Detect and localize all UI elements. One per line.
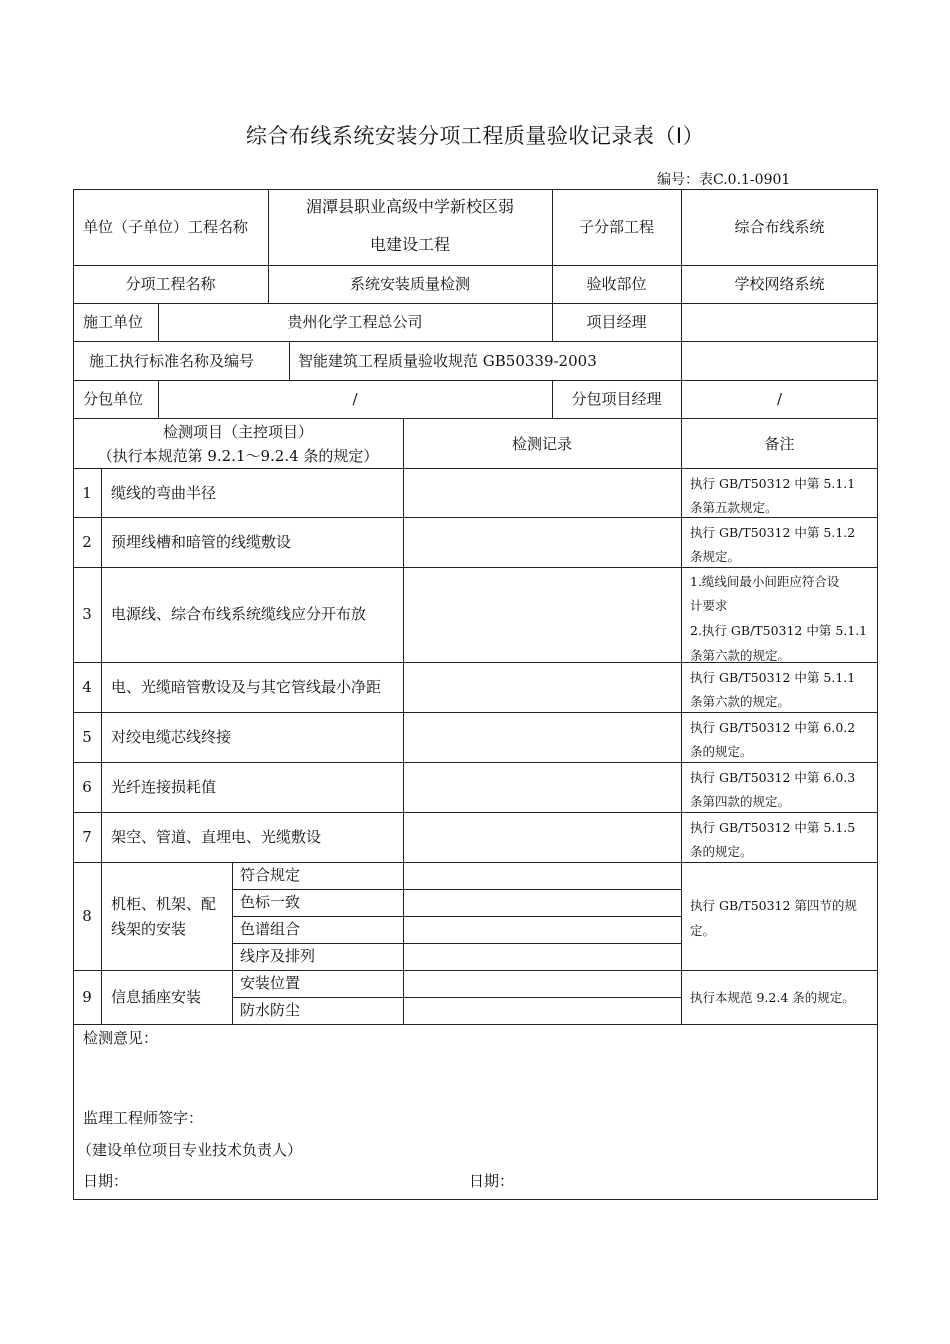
grid-line — [403, 862, 404, 1024]
grid-line — [232, 862, 233, 1024]
row-remark-line: 条第六款的规定。 — [690, 648, 791, 661]
contractor-label: 施工单位 — [83, 313, 144, 331]
grid-line — [232, 889, 681, 890]
row-remark-line: 执行 GB/T50312 中第 5.1.1 — [690, 476, 856, 491]
row-item: 架空、管道、直埋电、光缆敷设 — [111, 828, 322, 846]
sub-project-manager-value: / — [776, 390, 783, 408]
sub-item: 色标一致 — [240, 893, 301, 911]
row-remark-line: 执行 GB/T50312 中第 5.1.2 — [690, 525, 856, 540]
standard-label: 施工执行标准名称及编号 — [89, 352, 255, 370]
grid-line — [73, 862, 878, 863]
sub-item: 符合规定 — [240, 866, 301, 884]
row-item: 电源线、综合布线系统缆线应分开布放 — [111, 605, 367, 623]
column-remark-header: 备注 — [764, 435, 795, 453]
sub-item: 色谱组合 — [240, 920, 301, 938]
row-item: 预埋线槽和暗管的线缆敷设 — [111, 533, 292, 551]
grid-line — [73, 380, 878, 381]
date-label-right: 日期： — [469, 1172, 515, 1190]
grid-line — [73, 662, 878, 663]
unit-name-value-line2: 电建设工程 — [369, 235, 450, 254]
row-remark-line: 执行 GB/T50312 中第 5.1.5 — [690, 820, 856, 835]
grid-line — [73, 468, 878, 469]
column-record-header: 检测记录 — [511, 435, 572, 453]
owner-technical-lead-label: （建设单位项目专业技术负责人） — [77, 1141, 303, 1159]
grid-line — [289, 341, 290, 380]
unit-name-value-line1: 湄潭县职业高级中学新校区弱 — [305, 197, 514, 216]
subitem-label: 分项工程名称 — [125, 275, 216, 293]
row-number: 2 — [82, 533, 92, 551]
row-item: 光纤连接损耗值 — [111, 778, 217, 796]
row-item-line2: 线架的安装 — [111, 920, 187, 938]
contractor-value: 贵州化学工程总公司 — [287, 313, 423, 331]
sub-project-manager-label: 分包项目经理 — [571, 390, 662, 408]
row-remark-line: 条规定。 — [690, 549, 741, 564]
sub-item: 防水防尘 — [240, 1001, 301, 1019]
grid-line — [73, 418, 878, 419]
sub-item: 安装位置 — [240, 974, 301, 992]
row-number: 9 — [82, 988, 92, 1006]
row-remark-line: 条的规定。 — [690, 744, 753, 759]
page-title: 综合布线系统安装分项工程质量验收记录表（Ⅰ） — [245, 124, 705, 148]
row-remark-line: 执行 GB/T50312 第四节的规 — [690, 898, 857, 913]
subcontractor-value: / — [352, 390, 358, 408]
grid-line — [232, 943, 681, 944]
row-item: 对绞电缆芯线终接 — [111, 728, 232, 746]
row-remark-line: 2.执行 GB/T50312 中第 5.1.1 — [690, 623, 868, 638]
grid-line — [232, 997, 681, 998]
grid-line — [232, 916, 681, 917]
row-remark-line: 条的规定。 — [690, 844, 753, 859]
row-item-line1: 机柜、机架、配 — [111, 895, 217, 913]
row-remark-line: 执行本规范 9.2.4 条的规定。 — [690, 990, 855, 1005]
grid-line — [73, 1024, 878, 1025]
form-code: 编号：表C.0.1-0901 — [657, 172, 791, 188]
acceptance-part-value: 学校网络系统 — [734, 275, 825, 293]
row-remark-line: 条第五款规定。 — [690, 500, 778, 515]
acceptance-part-label: 验收部位 — [586, 275, 647, 293]
row-remark-line: 执行 GB/T50312 中第 5.1.1 — [690, 670, 856, 685]
column-item-header-line1: 检测项目（主控项目） — [162, 423, 313, 441]
row-number: 8 — [82, 907, 92, 925]
grid-line — [73, 341, 878, 342]
grid-line — [73, 970, 878, 971]
row-remark-line: 条第六款的规定。 — [690, 694, 791, 709]
grid-line — [681, 189, 682, 1024]
row-remark-line: 定。 — [690, 923, 716, 938]
row-number: 4 — [82, 678, 92, 696]
row-number: 6 — [82, 778, 92, 796]
row-number: 3 — [82, 605, 92, 623]
grid-line — [101, 468, 102, 1024]
grid-line — [73, 303, 878, 304]
subdivision-label: 子分部工程 — [578, 218, 654, 236]
sub-item: 线序及排列 — [240, 947, 316, 965]
standard-value: 智能建筑工程质量验收规范 GB50339-2003 — [298, 352, 597, 370]
subitem-value: 系统安装质量检测 — [349, 275, 470, 293]
row-remark-line: 1.缆线间最小间距应符合设 — [690, 574, 840, 589]
row-remark-line: 条第四款的规定。 — [690, 794, 791, 809]
row-item: 信息插座安装 — [111, 988, 202, 1006]
subdivision-value: 综合布线系统 — [734, 218, 825, 236]
row-remark-line: 计要求 — [690, 598, 728, 613]
column-item-header-line2: （执行本规范第 9.2.1～9.2.4 条的规定） — [97, 447, 379, 465]
subcontractor-label: 分包单位 — [83, 390, 144, 408]
project-manager-label: 项目经理 — [586, 313, 647, 331]
grid-line — [73, 567, 878, 568]
inspection-opinion-label: 检测意见： — [83, 1029, 159, 1047]
row-number: 5 — [82, 728, 92, 746]
date-label-left: 日期： — [83, 1172, 129, 1190]
row-item: 缆线的弯曲半径 — [111, 484, 217, 502]
row-remark-line: 执行 GB/T50312 中第 6.0.3 — [690, 770, 856, 785]
grid-line — [73, 265, 878, 266]
row-number: 1 — [82, 484, 92, 502]
supervisor-signature-label: 监理工程师签字： — [83, 1109, 204, 1127]
row-item: 电、光缆暗管敷设及与其它管线最小净距 — [111, 678, 382, 696]
row-remark-line: 执行 GB/T50312 中第 6.0.2 — [690, 720, 856, 735]
row-number: 7 — [82, 828, 92, 846]
grid-line — [403, 468, 404, 862]
unit-name-label: 单位（子单位）工程名称 — [83, 218, 249, 236]
grid-line — [73, 762, 878, 763]
